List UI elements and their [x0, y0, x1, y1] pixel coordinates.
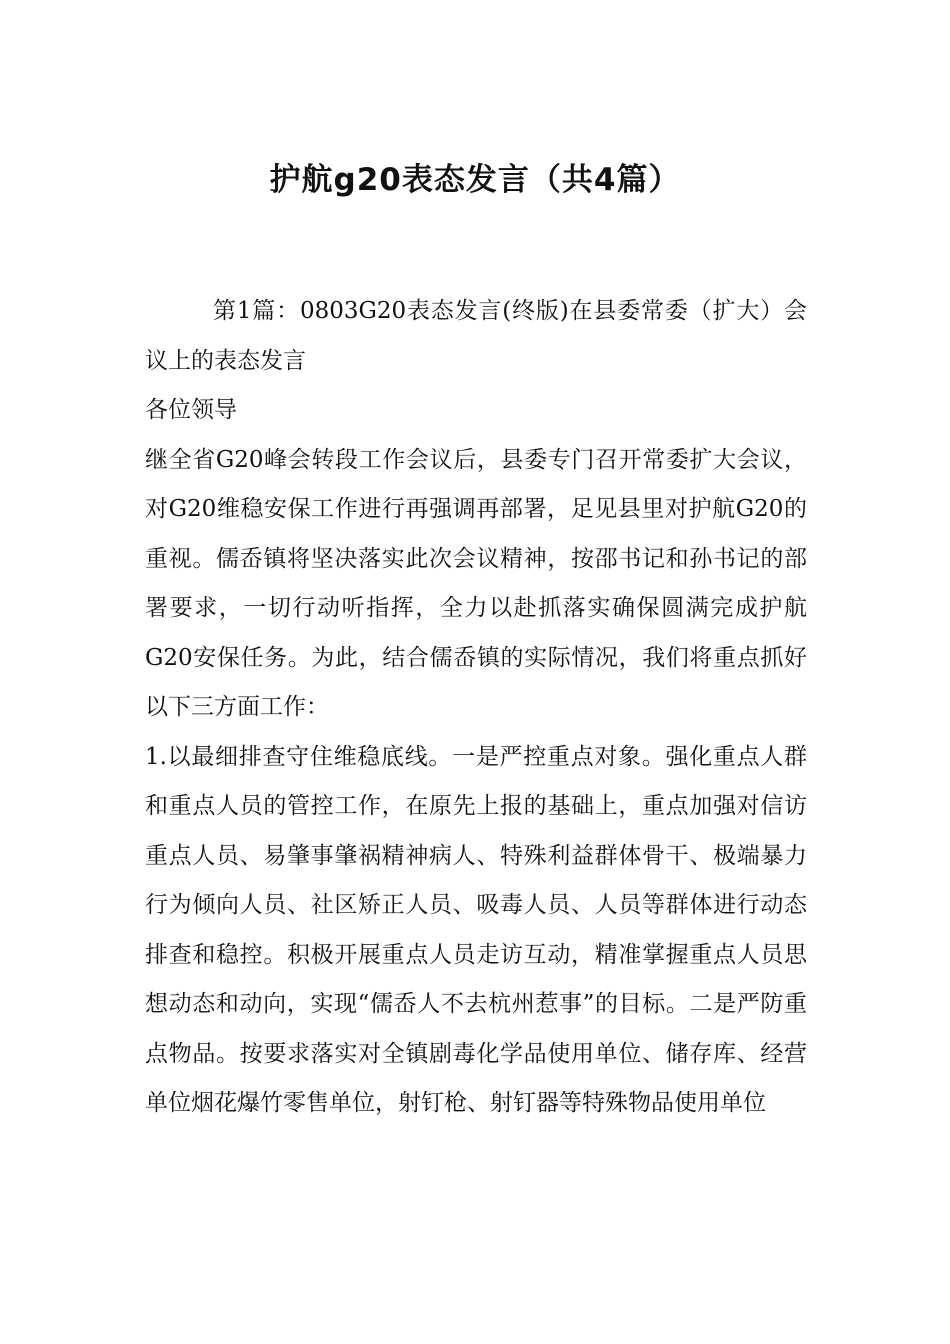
document-title: 护航g20表态发言（共4篇）: [269, 162, 681, 198]
salutation-paragraph: 各位领导: [145, 397, 237, 423]
point-one-paragraph: 1.以最细排查守住维稳底线。一是严控重点对象。强化重点人群和重点人员的管控工作，在原先上报的基础上，重点加强对信访重点人员、易肇事肇祸精神病人、特殊利益群体骨干、极端暴力行为倾向人员、社区矫正人员、吸毒人员、人员等群体进行动态排查和稳控。积极开展重点人员走访互动，精准掌握重点人员思想动态和动向，实现“儒岙人不去杭州惹事”的目标。二是严防重点物品。按要求落实对全镇剧毒化学品使用单位、储存库、经营单位烟花爆竹零售单位，射钉枪、射钉器等特殊物品使用单位: [145, 743, 807, 1116]
intro-paragraph: 继全省G20峰会转段工作会议后，县委专门召开常委扩大会议，对G20维稳安保工作进行再强调再部署，足见县里对护航G20的重视。儒岙镇将坚决落实此次会议精神，按邵书记和孙书记的部署要求，一切行动听指挥，全力以赴抓落实确保圆满完成护航G20安保任务。为此，结合儒岙镇的实际情况，我们将重点抓好以下三方面工作：: [145, 446, 807, 720]
section-heading-paragraph: 第1篇：0803G20表态发言(终版)在县委常委（扩大）会议上的表态发言: [145, 298, 807, 374]
document-body: [145, 287, 807, 1129]
